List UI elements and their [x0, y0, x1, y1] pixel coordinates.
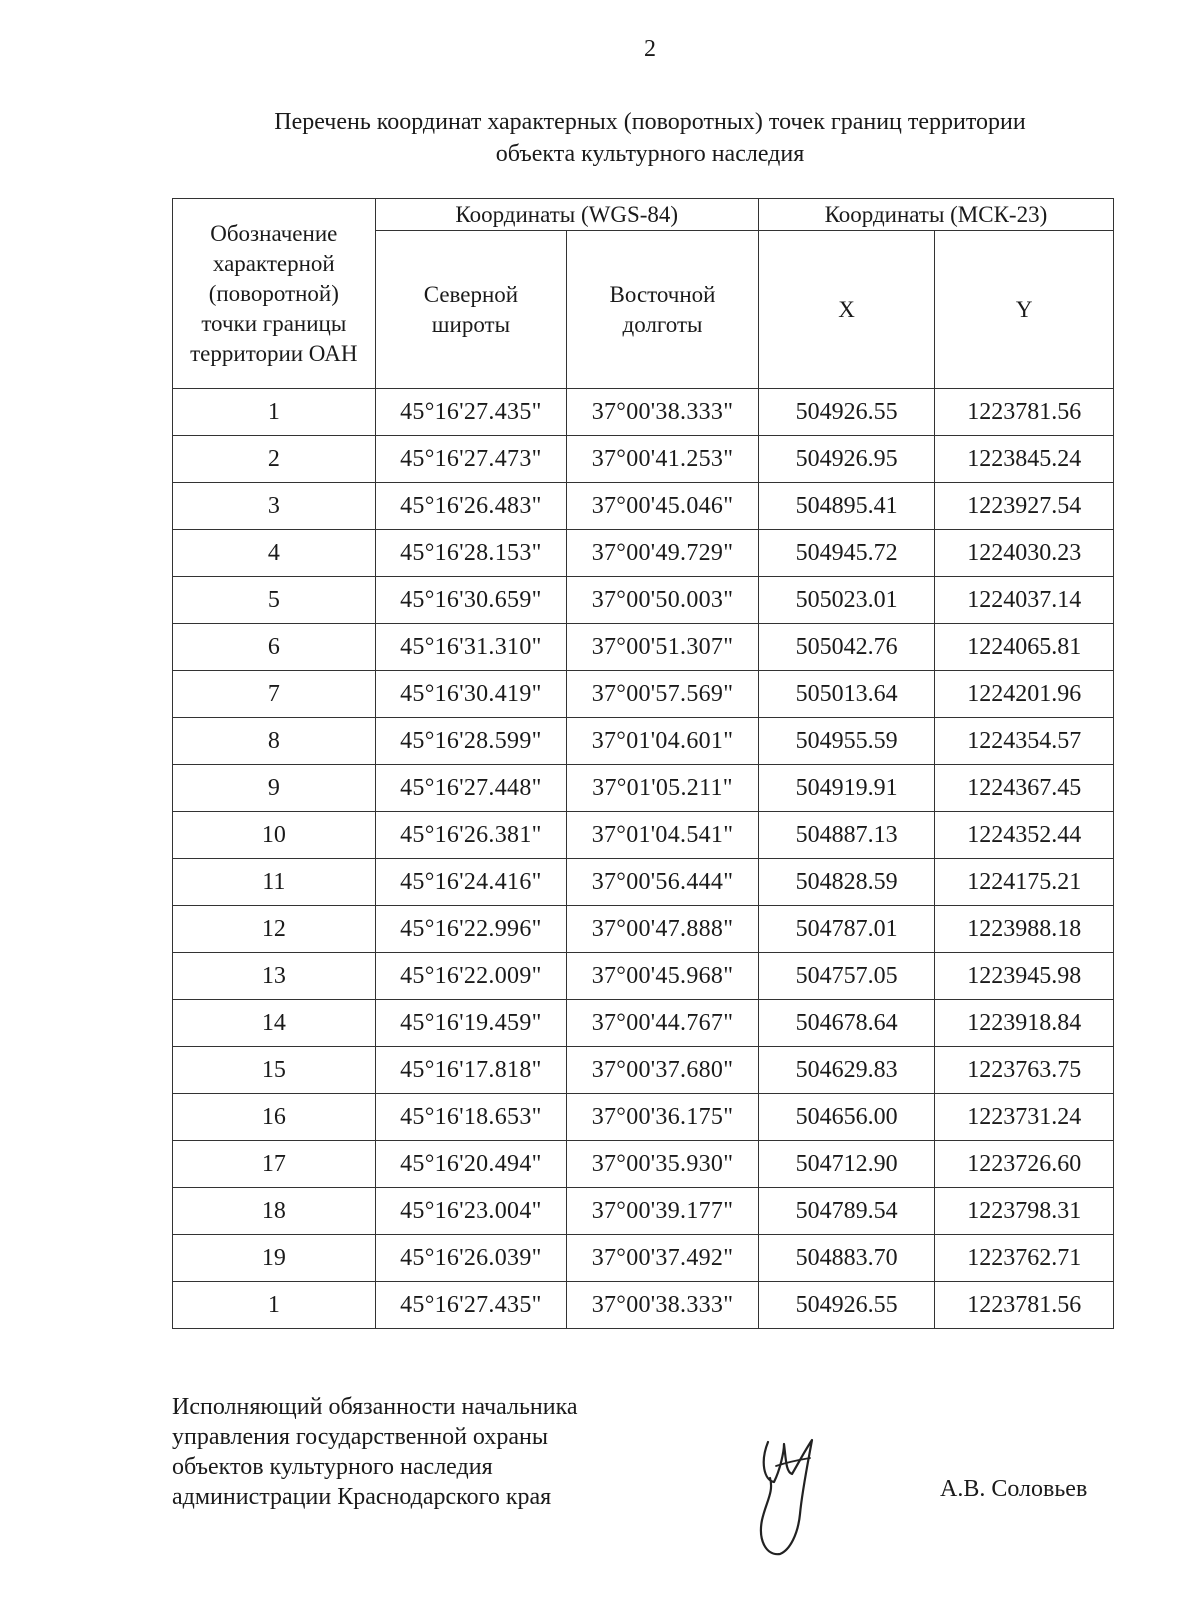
title-line-2: объекта культурного наследия [495, 141, 805, 167]
north-latitude-cell: 45°16'22.009" [375, 953, 567, 1000]
north-latitude-cell: 45°16'31.310" [375, 624, 567, 671]
east-longitude-cell: 37°00'57.569" [567, 671, 759, 718]
north-latitude-cell: 45°16'19.459" [375, 1000, 567, 1047]
x-coordinate-cell: 504945.72 [758, 530, 935, 577]
x-coordinate-cell: 505042.76 [758, 624, 935, 671]
y-coordinate-cell: 1223845.24 [935, 436, 1114, 483]
table-row [173, 530, 1114, 577]
point-number-cell: 11 [173, 859, 376, 906]
table-row [173, 436, 1114, 483]
table-row [173, 1235, 1114, 1282]
table-row [173, 671, 1114, 718]
x-coordinate-cell: 504919.91 [758, 765, 935, 812]
y-coordinate-cell: 1223918.84 [935, 1000, 1114, 1047]
y-coordinate-cell: 1223988.18 [935, 906, 1114, 953]
table-row [173, 483, 1114, 530]
north-latitude-cell: 45°16'26.483" [375, 483, 567, 530]
y-coordinate-cell: 1224352.44 [935, 812, 1114, 859]
y-coordinate-cell: 1223927.54 [935, 483, 1114, 530]
north-latitude-cell: 45°16'28.599" [375, 718, 567, 765]
point-number-cell: 1 [173, 1282, 376, 1329]
point-number-cell: 2 [173, 436, 376, 483]
y-coordinate-cell: 1223762.71 [935, 1235, 1114, 1282]
x-coordinate-cell: 504787.01 [758, 906, 935, 953]
east-longitude-cell: 37°00'45.968" [567, 953, 759, 1000]
x-coordinate-cell: 504926.95 [758, 436, 935, 483]
north-latitude-cell: 45°16'30.659" [375, 577, 567, 624]
north-latitude-cell: 45°16'22.996" [375, 906, 567, 953]
table-row [173, 765, 1114, 812]
east-longitude-cell: 37°00'51.307" [567, 624, 759, 671]
x-coordinate-cell: 504757.05 [758, 953, 935, 1000]
coordinates-table [172, 198, 1114, 1329]
y-coordinate-cell: 1224201.96 [935, 671, 1114, 718]
east-longitude-cell: 37°00'47.888" [567, 906, 759, 953]
point-number-cell: 18 [173, 1188, 376, 1235]
position-line-2: управления государственной охраны [172, 1424, 548, 1450]
header-wgs84-group: Координаты (WGS-84) [375, 199, 758, 231]
x-coordinate-cell: 504656.00 [758, 1094, 935, 1141]
x-coordinate-cell: 504828.59 [758, 859, 935, 906]
header-msk23-group: Координаты (МСК-23) [758, 199, 1113, 231]
y-coordinate-cell: 1223945.98 [935, 953, 1114, 1000]
table-row [173, 624, 1114, 671]
table-row [173, 859, 1114, 906]
table-row [173, 718, 1114, 765]
table-row [173, 1141, 1114, 1188]
x-coordinate-cell: 504789.54 [758, 1188, 935, 1235]
point-number-cell: 13 [173, 953, 376, 1000]
east-longitude-cell: 37°00'35.930" [567, 1141, 759, 1188]
north-latitude-cell: 45°16'27.435" [375, 1282, 567, 1329]
x-coordinate-cell: 504629.83 [758, 1047, 935, 1094]
x-coordinate-cell: 504712.90 [758, 1141, 935, 1188]
east-longitude-cell: 37°00'45.046" [567, 483, 759, 530]
y-coordinate-cell: 1223798.31 [935, 1188, 1114, 1235]
x-coordinate-cell: 505013.64 [758, 671, 935, 718]
x-coordinate-cell: 504883.70 [758, 1235, 935, 1282]
table-row [173, 906, 1114, 953]
point-number-cell: 12 [173, 906, 376, 953]
header-y: Y [935, 231, 1114, 389]
east-longitude-cell: 37°00'44.767" [567, 1000, 759, 1047]
point-number-cell: 6 [173, 624, 376, 671]
y-coordinate-cell: 1224354.57 [935, 718, 1114, 765]
table-row [173, 953, 1114, 1000]
north-latitude-cell: 45°16'26.381" [375, 812, 567, 859]
point-number-cell: 17 [173, 1141, 376, 1188]
north-latitude-cell: 45°16'17.818" [375, 1047, 567, 1094]
east-longitude-cell: 37°00'49.729" [567, 530, 759, 577]
north-latitude-cell: 45°16'26.039" [375, 1235, 567, 1282]
x-coordinate-cell: 504887.13 [758, 812, 935, 859]
point-number-cell: 15 [173, 1047, 376, 1094]
y-coordinate-cell: 1224065.81 [935, 624, 1114, 671]
header-east-longitude: Восточной долготы [567, 231, 759, 389]
point-number-cell: 9 [173, 765, 376, 812]
north-latitude-cell: 45°16'30.419" [375, 671, 567, 718]
point-number-cell: 4 [173, 530, 376, 577]
y-coordinate-cell: 1223781.56 [935, 1282, 1114, 1329]
east-longitude-cell: 37°00'37.492" [567, 1235, 759, 1282]
point-number-cell: 16 [173, 1094, 376, 1141]
page-number: 2 [644, 36, 656, 62]
north-latitude-cell: 45°16'20.494" [375, 1141, 567, 1188]
point-number-cell: 19 [173, 1235, 376, 1282]
y-coordinate-cell: 1223731.24 [935, 1094, 1114, 1141]
east-longitude-cell: 37°00'38.333" [567, 389, 759, 436]
y-coordinate-cell: 1223763.75 [935, 1047, 1114, 1094]
east-longitude-cell: 37°00'39.177" [567, 1188, 759, 1235]
header-north-latitude: Северной широты [375, 231, 567, 389]
handwritten-signature [740, 1422, 850, 1572]
table-row [173, 577, 1114, 624]
table-row [173, 1282, 1114, 1329]
y-coordinate-cell: 1223781.56 [935, 389, 1114, 436]
north-latitude-cell: 45°16'27.473" [375, 436, 567, 483]
point-number-cell: 5 [173, 577, 376, 624]
position-line-1: Исполняющий обязанности начальника [172, 1394, 578, 1420]
point-number-cell: 7 [173, 671, 376, 718]
point-number-cell: 1 [173, 389, 376, 436]
east-longitude-cell: 37°00'41.253" [567, 436, 759, 483]
north-latitude-cell: 45°16'27.448" [375, 765, 567, 812]
x-coordinate-cell: 504678.64 [758, 1000, 935, 1047]
point-number-cell: 8 [173, 718, 376, 765]
east-longitude-cell: 37°00'56.444" [567, 859, 759, 906]
position-line-3: объектов культурного наследия [172, 1454, 493, 1480]
north-latitude-cell: 45°16'23.004" [375, 1188, 567, 1235]
east-longitude-cell: 37°00'50.003" [567, 577, 759, 624]
document-title [120, 106, 1180, 170]
x-coordinate-cell: 504926.55 [758, 1282, 935, 1329]
point-number-cell: 3 [173, 483, 376, 530]
x-coordinate-cell: 505023.01 [758, 577, 935, 624]
y-coordinate-cell: 1224175.21 [935, 859, 1114, 906]
y-coordinate-cell: 1224367.45 [935, 765, 1114, 812]
y-coordinate-cell: 1224037.14 [935, 577, 1114, 624]
table-body [173, 389, 1114, 1329]
x-coordinate-cell: 504926.55 [758, 389, 935, 436]
point-number-cell: 10 [173, 812, 376, 859]
table-row [173, 1188, 1114, 1235]
north-latitude-cell: 45°16'28.153" [375, 530, 567, 577]
east-longitude-cell: 37°01'04.601" [567, 718, 759, 765]
east-longitude-cell: 37°00'38.333" [567, 1282, 759, 1329]
east-longitude-cell: 37°01'05.211" [567, 765, 759, 812]
y-coordinate-cell: 1224030.23 [935, 530, 1114, 577]
table-row [173, 389, 1114, 436]
table-row [173, 1094, 1114, 1141]
table-row [173, 812, 1114, 859]
north-latitude-cell: 45°16'27.435" [375, 389, 567, 436]
table-row [173, 1000, 1114, 1047]
position-line-4: администрации Краснодарского края [172, 1484, 552, 1510]
north-latitude-cell: 45°16'24.416" [375, 859, 567, 906]
north-latitude-cell: 45°16'18.653" [375, 1094, 567, 1141]
east-longitude-cell: 37°00'36.175" [567, 1094, 759, 1141]
x-coordinate-cell: 504895.41 [758, 483, 935, 530]
y-coordinate-cell: 1223726.60 [935, 1141, 1114, 1188]
header-point-designation: Обозначение характерной (поворотной) точки границы территории ОАН [173, 199, 376, 389]
x-coordinate-cell: 504955.59 [758, 718, 935, 765]
point-number-cell: 14 [173, 1000, 376, 1047]
east-longitude-cell: 37°01'04.541" [567, 812, 759, 859]
header-x: X [758, 231, 935, 389]
table-row [173, 1047, 1114, 1094]
title-line-1: Перечень координат характерных (поворотных) точек границ территории [274, 109, 1026, 135]
signatory-position [172, 1392, 578, 1512]
signer-name: А.В. Соловьев [940, 1476, 1088, 1502]
east-longitude-cell: 37°00'37.680" [567, 1047, 759, 1094]
